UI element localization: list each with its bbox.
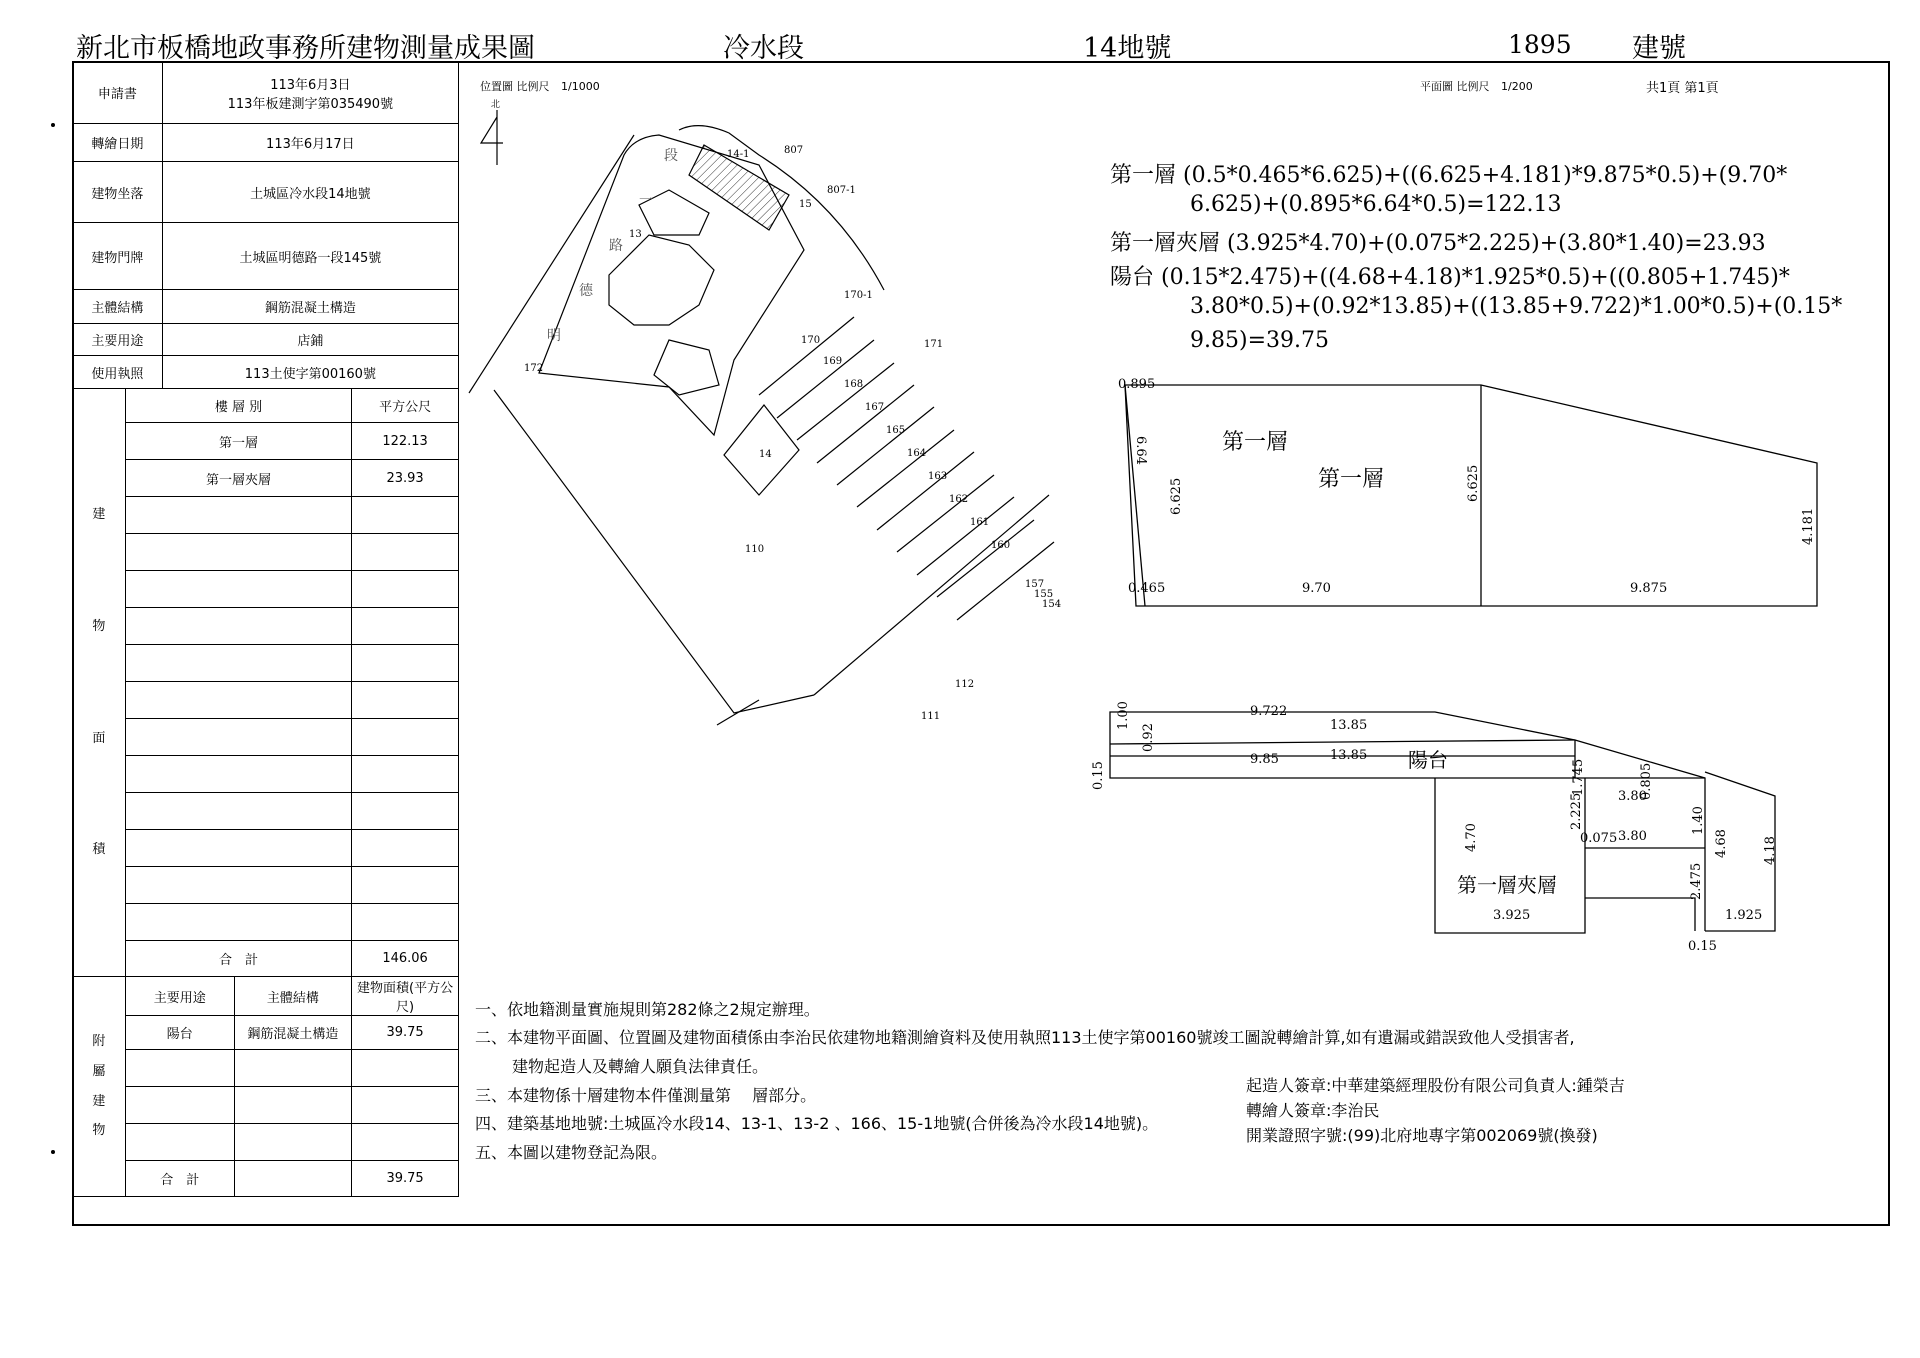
usage-value: 店鋪	[162, 324, 458, 356]
document-title: 新北市板橋地政事務所建物測量成果圖	[76, 33, 535, 64]
lot-label: 154	[1042, 599, 1062, 610]
lot-label: 172	[524, 363, 544, 374]
empty-floor-cell	[125, 534, 351, 571]
floor1-plan	[1110, 370, 1830, 620]
lot-label: 164	[907, 448, 927, 459]
dim-label: 0.805	[1639, 762, 1654, 800]
license-label: 使用執照	[73, 356, 163, 389]
location-map-scale: 1/1000	[561, 80, 600, 93]
area-total-label: 合 計	[125, 941, 351, 977]
road-char: 德	[579, 283, 593, 299]
dim-label: 0.075	[1580, 831, 1618, 846]
dim-label: 1.00	[1116, 701, 1131, 730]
structure-value: 鋼筋混凝土構造	[162, 290, 458, 324]
annex-total: 39.75	[352, 1161, 459, 1197]
parcel-line	[817, 385, 914, 463]
dim-label: 9.70	[1302, 581, 1331, 596]
section-name: 冷水段	[723, 33, 804, 64]
formula-balcony-end: 9.85)=39.75	[1190, 328, 1329, 353]
empty-area-cell	[352, 608, 459, 645]
annex-empty-cell	[234, 1087, 352, 1124]
balcony-mezzanine-plan	[1090, 700, 1800, 960]
drafter-signature: 轉繪人簽章:李治民	[1246, 1101, 1380, 1120]
annex-empty-cell	[234, 1050, 352, 1087]
location-value: 土城區冷水段14地號	[162, 162, 458, 223]
annex-header-area: 建物面積(平方公尺)	[352, 977, 459, 1016]
parcel-line	[897, 475, 994, 552]
lot-label: 807	[784, 145, 804, 156]
mezzanine-label: 第一層夾層	[1457, 873, 1557, 897]
mezzanine-divider	[1585, 898, 1695, 931]
empty-floor-cell	[125, 497, 351, 534]
annex-use: 陽台	[125, 1016, 234, 1050]
note-3: 三、本建物係十層建物本件僅測量第 層部分。	[475, 1086, 817, 1105]
dim-label: 2.225	[1569, 792, 1584, 830]
road-char: 一	[639, 193, 653, 209]
dim-label: 4.181	[1801, 507, 1816, 545]
empty-floor-cell	[125, 867, 351, 904]
dim-label: 3.925	[1493, 908, 1531, 923]
note-2-cont: 建物起造人及轉繪人願負法律責任。	[512, 1057, 769, 1076]
floor-header: 樓 層 別	[125, 389, 351, 423]
lot-label: 171	[924, 339, 944, 350]
formula-floor1-cont: 6.625)+(0.895*6.64*0.5)=122.13	[1190, 192, 1562, 217]
lot-label: 112	[955, 679, 975, 690]
annex-empty-cell	[125, 1087, 234, 1124]
annex-empty-cell	[352, 1050, 459, 1087]
north-label: 北	[491, 100, 501, 110]
road-char: 明	[547, 328, 561, 344]
annex-empty-cell	[125, 1050, 234, 1087]
note-5: 五、本圖以建物登記為限。	[475, 1143, 668, 1162]
area-char: 面	[92, 730, 106, 746]
transfer-date: 113年6月17日	[162, 124, 458, 162]
road-line	[469, 135, 634, 393]
annex-total-label: 合 計	[125, 1161, 234, 1197]
floor-area: 23.93	[352, 460, 459, 497]
lot-label: 160	[991, 540, 1011, 551]
balcony-label: 陽台	[1408, 748, 1448, 772]
structure-label: 主體結構	[73, 290, 163, 324]
formula-mezzanine: 第一層夾層 (3.925*4.70)+(0.075*2.225)+(3.80*1.40)=23.93	[1110, 231, 1766, 256]
location-map	[459, 95, 1099, 735]
building-number: 1895	[1508, 30, 1572, 59]
parcel-line	[937, 520, 1034, 597]
block-outline	[494, 390, 814, 713]
license-value: 113土使字第00160號	[162, 356, 458, 389]
lot-label: 15	[799, 199, 812, 210]
dim-label: 1.745	[1571, 758, 1586, 796]
dim-label: 0.15	[1688, 939, 1717, 954]
license-number: 開業證照字號:(99)北府地專字第002069號(換發)	[1246, 1126, 1598, 1145]
lot-label: 161	[970, 517, 990, 528]
empty-floor-cell	[125, 608, 351, 645]
lot-label: 111	[921, 711, 941, 722]
note-1: 一、依地籍測量實施規則第282條之2規定辦理。	[475, 1000, 820, 1019]
note-2: 二、本建物平面圖、位置圖及建物面積係由李治民依建物地籍測繪資料及使用執照113土使字第00160號竣工圖說轉繪計算,如有遺漏或錯誤致他人受損害者,	[475, 1028, 1575, 1047]
lot-label: 13	[629, 229, 642, 240]
dim-label: 0.15	[1091, 761, 1106, 790]
lot-label: 110	[745, 544, 765, 555]
building-footprint	[609, 235, 714, 325]
parcel-line	[717, 700, 759, 725]
area-char: 積	[92, 842, 106, 858]
area-header: 平方公尺	[352, 389, 459, 423]
lot-label: 163	[928, 471, 948, 482]
annex-structure: 鋼筋混凝土構造	[234, 1016, 352, 1050]
annex-char: 附	[92, 1033, 106, 1049]
application-cell	[162, 62, 458, 124]
plan-scale: 1/200	[1501, 80, 1533, 93]
building-number-label: 建號	[1632, 33, 1686, 64]
floor-area: 122.13	[352, 423, 459, 460]
dim-label: 1.40	[1691, 806, 1706, 835]
annex-area: 39.75	[352, 1016, 459, 1050]
annex-char: 屬	[92, 1063, 106, 1079]
usage-label: 主要用途	[73, 324, 163, 356]
empty-area-cell	[352, 756, 459, 793]
parcel-line	[877, 452, 974, 530]
empty-floor-cell	[125, 756, 351, 793]
lot-label: 14-1	[727, 149, 750, 160]
lot-label: 167	[865, 402, 885, 413]
formula-balcony: 陽台 (0.15*2.475)+((4.68+4.18)*1.925*0.5)+((0.805+1.745)*	[1110, 265, 1790, 290]
annex-empty-cell	[352, 1087, 459, 1124]
lot-label: 165	[886, 425, 906, 436]
dim-label: 13.85	[1330, 718, 1368, 733]
location-map-label	[480, 78, 600, 94]
area-total: 146.06	[352, 941, 459, 977]
empty-area-cell	[352, 534, 459, 571]
lot-label: 170-1	[844, 290, 873, 301]
lot-label: 170	[801, 335, 821, 346]
application-number: 113年板建測字第035490號	[227, 96, 394, 112]
empty-floor-cell	[125, 830, 351, 867]
lot-number: 14地號	[1083, 33, 1172, 64]
lot-label: 155	[1034, 589, 1054, 600]
dim-label: 0.92	[1141, 723, 1156, 752]
empty-area-cell	[352, 645, 459, 682]
dim-label: 9.722	[1250, 704, 1288, 719]
formula-floor1: 第一層 (0.5*0.465*6.625)+((6.625+4.181)*9.875*0.5)+(9.70*	[1110, 163, 1788, 188]
empty-floor-cell	[125, 645, 351, 682]
parcel-line	[917, 497, 1014, 575]
floor-name: 第一層夾層	[125, 460, 351, 497]
transfer-date-label: 轉繪日期	[73, 124, 163, 162]
lot-label: 807-1	[827, 185, 856, 196]
parcel-line	[857, 430, 954, 507]
annex-header-structure: 主體結構	[234, 977, 352, 1016]
annex-char: 物	[92, 1123, 106, 1139]
dim-label: 4.70	[1464, 823, 1479, 852]
dim-label: 0.895	[1118, 377, 1156, 392]
dim-label: 9.85	[1250, 752, 1279, 767]
lot-label: 162	[949, 494, 969, 505]
empty-area-cell	[352, 830, 459, 867]
annex-empty-cell	[234, 1124, 352, 1161]
annex-char: 建	[92, 1093, 106, 1109]
dim-label: 0.465	[1128, 581, 1166, 596]
dim-label: 6.625	[1169, 477, 1184, 515]
empty-area-cell	[352, 719, 459, 756]
floor1-label: 第一層	[1222, 430, 1289, 455]
area-section-label	[73, 389, 126, 977]
empty-area-cell	[352, 682, 459, 719]
dim-label: 3.80	[1618, 789, 1647, 804]
location-map-label-text: 位置圖 比例尺	[480, 80, 550, 93]
lot-label: 14	[759, 449, 772, 460]
empty-floor-cell	[125, 571, 351, 608]
annex-empty-cell	[125, 1124, 234, 1161]
dim-label: 2.475	[1689, 862, 1704, 900]
address-value: 土城區明德路一段145號	[162, 223, 458, 290]
application-label: 申請書	[73, 62, 163, 124]
empty-floor-cell	[125, 904, 351, 941]
dim-label: 1.925	[1725, 908, 1763, 923]
margin-dot	[51, 1150, 55, 1154]
location-label: 建物坐落	[73, 162, 163, 223]
annex-empty-cell	[352, 1124, 459, 1161]
north-arrow-icon	[481, 110, 503, 165]
margin-dot	[51, 123, 55, 127]
building-info-table	[72, 61, 459, 1197]
empty-area-cell	[352, 867, 459, 904]
empty-floor-cell	[125, 793, 351, 830]
annex-header-use: 主要用途	[125, 977, 234, 1016]
plan-label-text: 平面圖 比例尺	[1420, 80, 1490, 93]
empty-area-cell	[352, 904, 459, 941]
application-date: 113年6月3日	[270, 77, 351, 93]
area-char: 建	[92, 506, 106, 522]
floor1-label: 第一層	[1318, 467, 1385, 492]
dim-label: 4.18	[1763, 836, 1778, 865]
empty-area-cell	[352, 793, 459, 830]
empty-floor-cell	[125, 719, 351, 756]
annex-empty-cell	[234, 1161, 352, 1197]
lot-label: 169	[823, 356, 843, 367]
empty-area-cell	[352, 571, 459, 608]
lot-label: 168	[844, 379, 864, 390]
plan-label	[1420, 78, 1533, 94]
note-4: 四、建築基地地號:土城區冷水段14、13-1、13-2 、166、15-1地號(合併後為冷水段14地號)。	[475, 1114, 1159, 1133]
dim-label: 6.64	[1133, 436, 1148, 465]
dim-label: 9.875	[1630, 581, 1668, 596]
builder-signature: 起造人簽章:中華建築經理股份有限公司負責人:鍾榮吉	[1246, 1076, 1625, 1095]
road-char: 段	[664, 148, 678, 164]
dim-label: 4.68	[1714, 829, 1729, 858]
floor-name: 第一層	[125, 423, 351, 460]
empty-area-cell	[352, 497, 459, 534]
lot-label: 157	[1025, 579, 1045, 590]
empty-floor-cell	[125, 682, 351, 719]
dim-label: 6.625	[1466, 464, 1481, 502]
balcony-divider	[1110, 740, 1575, 744]
address-label: 建物門牌	[73, 223, 163, 290]
dim-label: 3.80	[1618, 829, 1647, 844]
annex-section-label	[73, 977, 126, 1197]
page-indicator: 共1頁 第1頁	[1646, 81, 1719, 96]
road-char: 路	[609, 238, 623, 254]
parcel-line	[837, 407, 934, 485]
area-char: 物	[92, 618, 106, 634]
dim-label: 13.85	[1330, 748, 1368, 763]
formula-balcony-cont: 3.80*0.5)+(0.92*13.85)+((13.85+9.722)*1.00*0.5)+(0.15*	[1190, 294, 1843, 319]
